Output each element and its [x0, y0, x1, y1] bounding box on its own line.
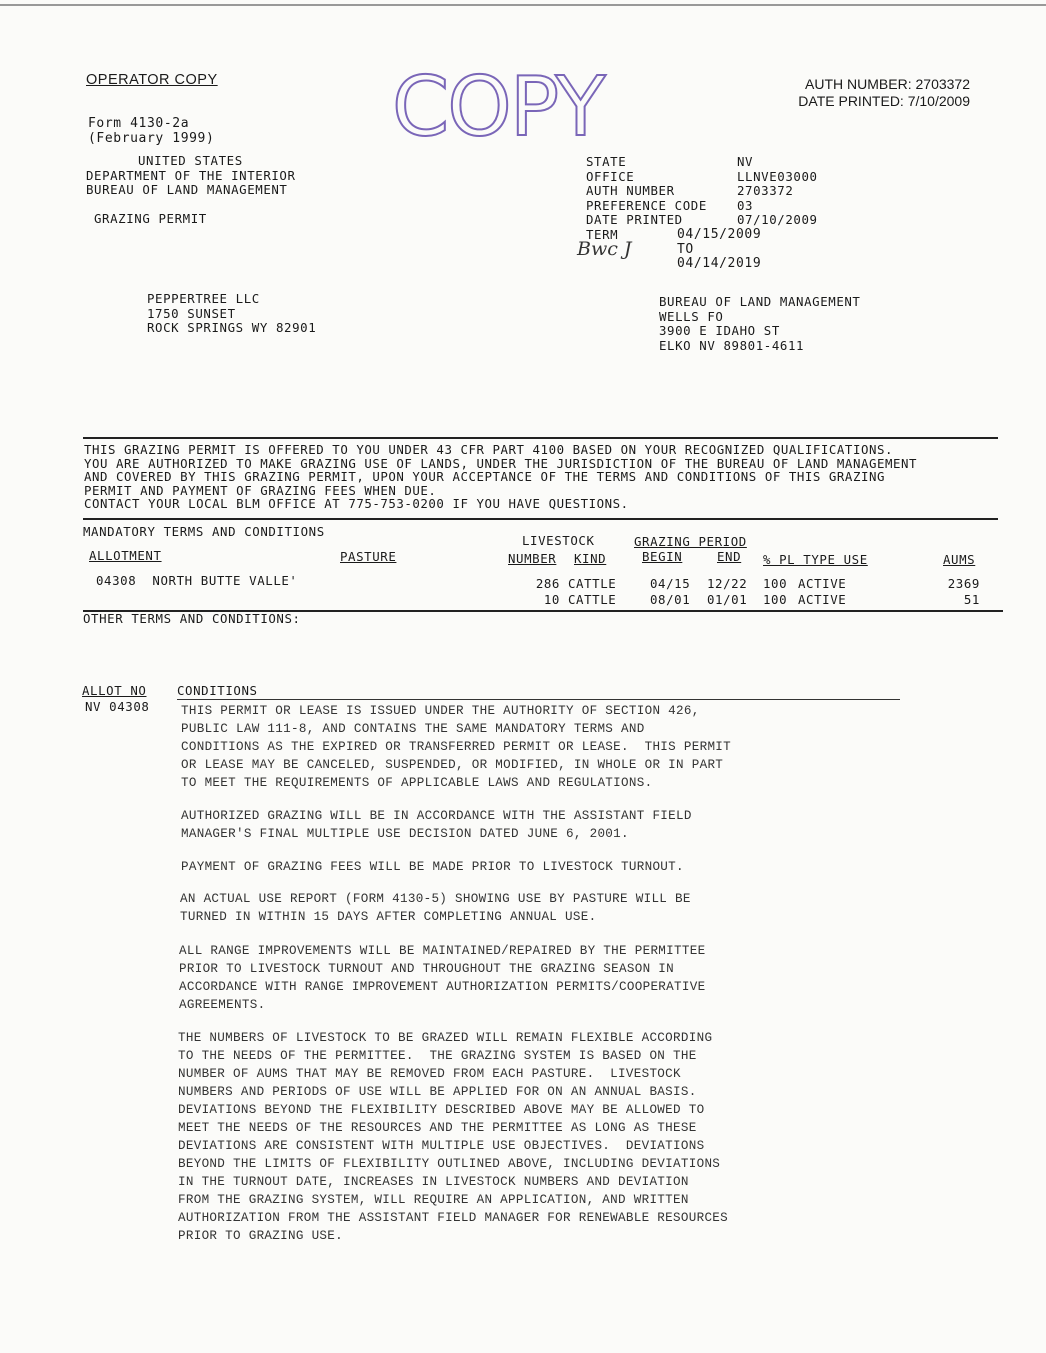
- col-allotment: ALLOTMENT: [89, 548, 162, 563]
- cell-kind: CATTLE: [568, 592, 617, 607]
- copy-stamp: COPY: [392, 60, 604, 155]
- form-number: Form 4130-2a: [88, 116, 190, 131]
- condition-line: BEYOND THE LIMITS OF FLEXIBILITY OUTLINED ABOVE, INCLUDING DEVIATIONS: [178, 1157, 721, 1171]
- col-begin: BEGIN: [642, 549, 683, 564]
- cell-begin: 08/01: [650, 592, 691, 607]
- form-id: [88, 117, 214, 146]
- scan-edge-line: [0, 4, 1046, 6]
- agency-block: [86, 154, 326, 198]
- condition-line: PRIOR TO LIVESTOCK TURNOUT AND THROUGHOUT THE GRAZING SEASON IN: [179, 962, 675, 976]
- form-date: (February 1999): [88, 130, 215, 146]
- permit-info-label: AUTH NUMBER: [586, 183, 675, 199]
- other-terms-heading: OTHER TERMS AND CONDITIONS:: [83, 611, 301, 626]
- condition-line: DEVIATIONS ARE CONSISTENT WITH MULTIPLE USE OBJECTIVES. DEVIATIONS: [178, 1139, 705, 1153]
- col-livestock: LIVESTOCK: [522, 533, 595, 548]
- permit-info-value: 2703372: [737, 183, 794, 199]
- address-line: WELLS FO: [659, 308, 724, 324]
- cell-type-use: ACTIVE: [798, 576, 847, 591]
- col-number: NUMBER: [508, 551, 557, 566]
- condition-line: AGREEMENTS.: [179, 998, 266, 1012]
- address-line: 1750 SUNSET: [147, 305, 236, 321]
- condition-paragraph: [178, 1029, 728, 1245]
- document-title: GRAZING PERMIT: [94, 211, 207, 226]
- condition-line: PUBLIC LAW 111-8, AND CONTAINS THE SAME MANDATORY TERMS AND: [181, 722, 645, 736]
- condition-line: NUMBER OF AUMS THAT MAY BE REMOVED FROM EACH PASTURE. LIVESTOCK: [178, 1067, 681, 1081]
- agency-line: BUREAU OF LAND MANAGEMENT: [86, 182, 288, 198]
- permit-info-value: 03: [737, 197, 754, 213]
- permit-info-value: LLNVE03000: [737, 168, 818, 184]
- offer-line: YOU ARE AUTHORIZED TO MAKE GRAZING USE OF LANDS, UNDER THE JURISDICTION OF THE BUREAU OF LAND MANAGEMENT: [84, 455, 918, 471]
- col-pasture: PASTURE: [340, 549, 397, 564]
- permit-info-label: PREFERENCE CODE: [586, 197, 707, 213]
- permit-info-label: STATE: [586, 154, 627, 169]
- permit-info-row: [586, 168, 818, 185]
- handwritten-note: Bwc J: [577, 238, 632, 260]
- condition-line: FROM THE GRAZING SYSTEM, WILL REQUIRE AN APPLICATION, AND WRITTEN: [178, 1193, 689, 1207]
- cell-kind: CATTLE: [568, 576, 617, 591]
- cell-aums: 2369: [947, 576, 980, 591]
- address-line: 3900 E IDAHO ST: [659, 323, 780, 339]
- col-kind: KIND: [574, 551, 607, 566]
- agency-line: DEPARTMENT OF THE INTERIOR: [86, 167, 296, 183]
- allot-no-value: NV 04308: [85, 699, 150, 714]
- date-printed-line: DATE PRINTED: 7/10/2009: [798, 92, 970, 109]
- cell-type-use: ACTIVE: [798, 592, 847, 607]
- permittee-address: [147, 292, 316, 336]
- col-end: END: [717, 549, 742, 564]
- condition-line: TO THE NEEDS OF THE PERMITTEE. THE GRAZING SYSTEM IS BASED ON THE: [178, 1049, 697, 1063]
- offer-line: CONTACT YOUR LOCAL BLM OFFICE AT 775-753-0200 IF YOU HAVE QUESTIONS.: [84, 496, 629, 512]
- permit-info-value: NV: [737, 154, 754, 169]
- conditions-rule: [177, 699, 900, 700]
- condition-paragraph: [180, 890, 691, 926]
- address-line: ROCK SPRINGS WY 82901: [147, 320, 317, 336]
- condition-line: PRIOR TO GRAZING USE.: [178, 1229, 344, 1243]
- condition-line: AUTHORIZATION FROM THE ASSISTANT FIELD MANAGER FOR RENEWABLE RESOURCES: [178, 1211, 729, 1225]
- cell-pl: 100: [763, 592, 788, 607]
- permit-info-row: [586, 183, 794, 199]
- condition-paragraph: [179, 942, 705, 1014]
- permit-info-row: [586, 154, 754, 170]
- condition-line: THE NUMBERS OF LIVESTOCK TO BE GRAZED WILL REMAIN FLEXIBLE ACCORDING: [178, 1031, 713, 1045]
- offer-top-rule: [83, 437, 998, 439]
- permit-info-row: [586, 197, 754, 214]
- condition-line: MANAGER'S FINAL MULTIPLE USE DECISION DATED JUNE 6, 2001.: [181, 827, 629, 841]
- col-aums: AUMS: [943, 552, 976, 567]
- offer-line: THIS GRAZING PERMIT IS OFFERED TO YOU UNDER 43 CFR PART 4100 BASED ON YOUR RECOGNIZED QUALIFICATIONS.: [84, 442, 893, 457]
- offer-line: AND COVERED BY THIS GRAZING PERMIT, UPON YOUR ACCEPTANCE OF THE TERMS AND CONDITIONS OF THIS GRAZING: [84, 469, 885, 485]
- address-line: BUREAU OF LAND MANAGEMENT: [659, 294, 861, 309]
- condition-line: TO MEET THE REQUIREMENTS OF APPLICABLE LAWS AND REGULATIONS.: [181, 776, 653, 790]
- offer-bottom-rule: [83, 518, 998, 520]
- permit-info-value: 04/15/2009 TO 04/14/2019: [677, 226, 762, 272]
- condition-line: THIS PERMIT OR LEASE IS ISSUED UNDER THE AUTHORITY OF SECTION 426,: [181, 704, 700, 718]
- condition-line: NUMBERS AND PERIODS OF USE WILL BE APPLIED FOR ON AN ANNUAL BASIS.: [178, 1085, 697, 1099]
- cell-number: 10: [543, 592, 560, 607]
- condition-line: TURNED IN WITHIN 15 DAYS AFTER COMPLETING ANNUAL USE.: [180, 910, 597, 924]
- permit-info-label: DATE PRINTED: [586, 212, 683, 228]
- cell-end: 12/22: [707, 576, 748, 591]
- address-line: PEPPERTREE LLC: [147, 291, 260, 306]
- col-conditions: CONDITIONS: [177, 683, 258, 698]
- cell-end: 01/01: [707, 592, 748, 607]
- permit-info-label: OFFICE: [586, 168, 635, 184]
- operator-copy-label: OPERATOR COPY: [86, 72, 218, 88]
- office-address: [659, 295, 861, 353]
- condition-line: ALL RANGE IMPROVEMENTS WILL BE MAINTAINED/REPAIRED BY THE PERMITTEE: [179, 944, 706, 958]
- condition-line: ACCORDANCE WITH RANGE IMPROVEMENT AUTHORIZATION PERMITS/COOPERATIVE: [179, 980, 706, 994]
- condition-paragraph: [181, 807, 692, 843]
- col-pl-type-use: % PL TYPE USE: [763, 552, 868, 567]
- permit-info-label: TERM: [586, 226, 619, 242]
- col-allot-no: ALLOT NO: [82, 683, 147, 698]
- condition-line: MEET THE NEEDS OF THE RESOURCES AND THE PERMITTEE AS LONG AS THESE: [178, 1121, 697, 1135]
- agency-line: UNITED STATES: [138, 153, 243, 168]
- condition-line: PAYMENT OF GRAZING FEES WILL BE MADE PRIOR TO LIVESTOCK TURNOUT.: [181, 860, 684, 874]
- permit-info-value: 07/10/2009: [737, 212, 818, 228]
- auth-header: [780, 76, 970, 109]
- col-grazing-period: GRAZING PERIOD: [634, 534, 747, 549]
- address-line: ELKO NV 89801-4611: [659, 337, 805, 353]
- cell-number: 286: [535, 576, 560, 591]
- condition-line: CONDITIONS AS THE EXPIRED OR TRANSFERRED PERMIT OR LEASE. THIS PERMIT: [181, 740, 732, 754]
- mandatory-heading: MANDATORY TERMS AND CONDITIONS: [83, 524, 325, 539]
- condition-line: OR LEASE MAY BE CANCELED, SUSPENDED, OR MODIFIED, IN WHOLE OR IN PART: [181, 758, 724, 772]
- cell-aums: 51: [963, 592, 980, 607]
- offer-line: PERMIT AND PAYMENT OF GRAZING FEES WHEN DUE.: [84, 482, 437, 498]
- condition-line: DEVIATIONS BEYOND THE FLEXIBILITY DESCRIBED ABOVE MAY BE ALLOWED TO: [178, 1103, 705, 1117]
- condition-paragraph: [181, 702, 731, 792]
- cell-begin: 04/15: [650, 576, 691, 591]
- cell-pl: 100: [763, 576, 788, 591]
- permit-info-row: [586, 212, 818, 228]
- auth-number-line: AUTH NUMBER: 2703372: [805, 76, 970, 92]
- condition-line: AUTHORIZED GRAZING WILL BE IN ACCORDANCE WITH THE ASSISTANT FIELD: [181, 809, 692, 823]
- condition-line: IN THE TURNOUT DATE, INCREASES IN LIVESTOCK NUMBERS AND DEVIATION: [178, 1175, 689, 1189]
- allotment-name: 04308 NORTH BUTTE VALLE': [96, 573, 298, 588]
- condition-paragraph: [181, 858, 684, 876]
- condition-line: AN ACTUAL USE REPORT (FORM 4130-5) SHOWING USE BY PASTURE WILL BE: [180, 892, 691, 906]
- offer-text: [84, 443, 917, 511]
